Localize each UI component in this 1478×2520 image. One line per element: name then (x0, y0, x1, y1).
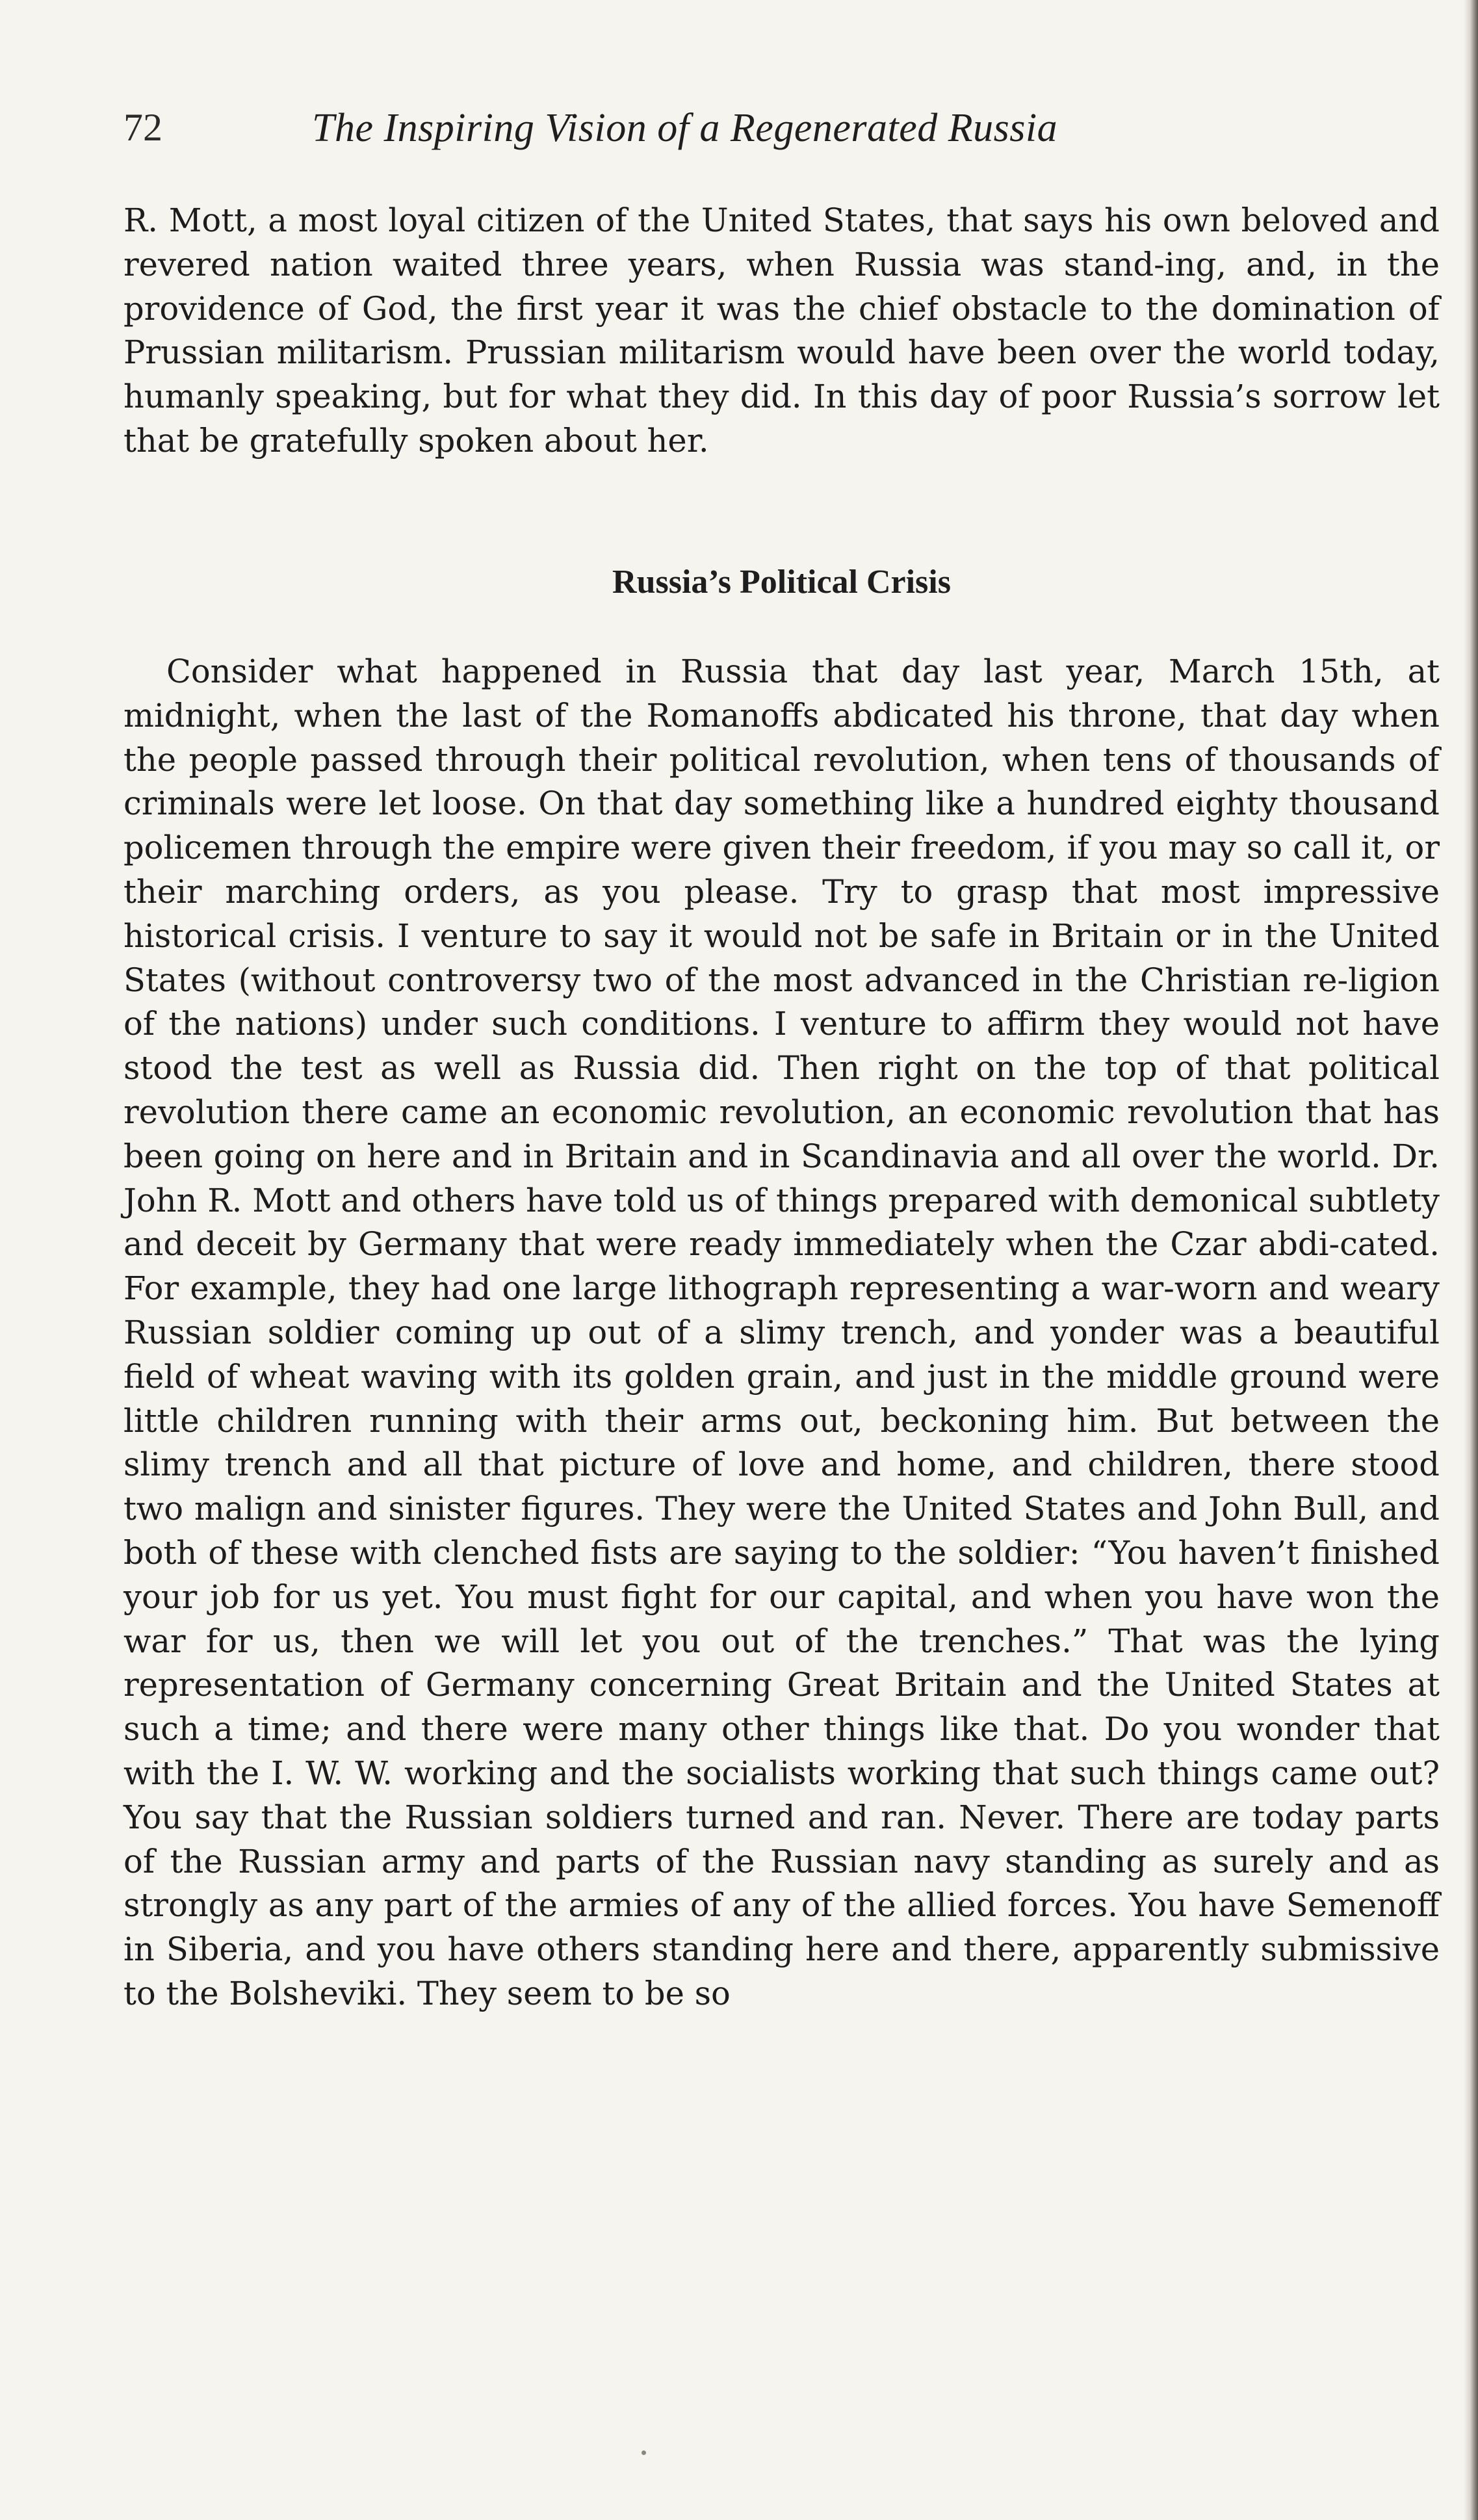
running-title: The Inspiring Vision of a Regenerated Russia (312, 106, 1058, 150)
paper-speck (642, 2450, 646, 2455)
paragraph-political-crisis: Consider what happened in Russia that day last year, March 15th, at midnight, when the last of the Romanoffs abdicated his throne, that day when the people passed through their political revolution, when tens of thousands of criminals were let loose. On that day something like a hundred eighty thousand policemen through the empire were given their freedom, if you may so call it, or their marching orders, as you please. Try to grasp that most impressive historical crisis. I venture to say it would not be safe in Britain or in the United States (without controversy two of the most advanced in the Christian re-ligion of the nations) under such conditions. I venture to affirm they would not have stood the test as well as Russia did. Then right on the top of that political revolution there came an economic revolution, an economic revolution that has been going on here and in Britain and in Scandinavia and all over the world. Dr. John R. Mott and others have told us of things prepared with demonical subtlety and deceit by Germany that were ready immediately when the Czar abdi-cated. For example, they had one large lithograph representing a war-worn and weary Russian soldier coming up out of a slimy trench, and yonder was a beautiful field of wheat waving with its golden grain, and just in the middle ground were little children running with their arms out, beckoning him. But between the slimy trench and all that picture of love and home, and children, there stood two malign and sinister figures. They were the United States and John Bull, and both of these with clenched fists are saying to the soldier: “You haven’t finished your job for us yet. You must fight for our capital, and when you have won the war for us, then we will let you out of the trenches.” That was the lying representation of Germany concerning Great Britain and the United States at such a time; and there were many other things like that. Do you wonder that with the I. W. W. working and the socialists working that such things came out? You say that the Russian soldiers turned and ran. Never. There are today parts of the Russian army and parts of the Russian navy standing as surely and as strongly as any part of the armies of any of the allied forces. You have Semenoff in Siberia, and you have others standing here and there, apparently submissive to the Bolsheviki. They seem to be so (123, 653, 1440, 2012)
paragraph-continuation: R. Mott, a most loyal citizen of the United States, that says his own beloved and revered nation waited three years, when Russia was stand-ing, and, in the providence of God, the first year it was the chief obstacle to the domination of Prussian militarism. Prussian militarism would have been over the world today, humanly speaking, but for what they did. In this day of poor Russia’s sorrow let that be gratefully spoken about her. (123, 201, 1440, 460)
section-heading: Russia’s Political Crisis (612, 564, 951, 601)
page-number: 72 (123, 106, 162, 149)
page-edge-shadow (1464, 0, 1478, 2520)
running-header (123, 97, 1241, 175)
